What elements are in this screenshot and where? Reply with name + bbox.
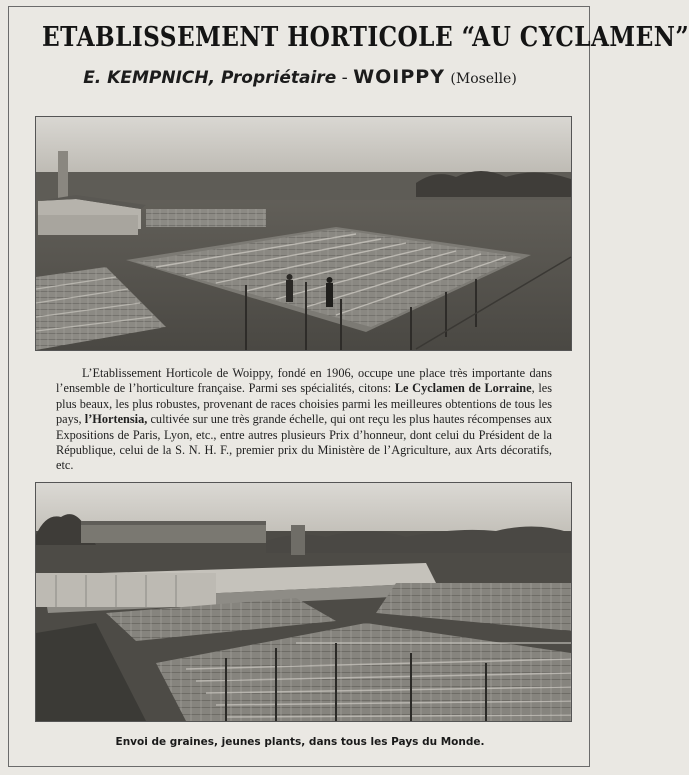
greenhouse-photo-bottom	[35, 482, 572, 722]
greenhouse-photo-top	[35, 116, 572, 351]
owner-name: E. KEMPNICH, Propriétaire	[83, 68, 337, 88]
paragraph-part-3: cultivée sur une très grande échelle, qui ont reçu les plus hautes récompenses aux Expositions de Paris, Lyon, etc., entre autres plusieurs Prix d’honneur, dont celui du Président de la République, celui de la S. N. H. F., premier prix du Ministère de l’Agriculture, aux Arts décoratifs, etc.	[56, 412, 552, 473]
subtitle-separator: -	[341, 68, 348, 88]
highlight-hortensia: l’Hortensia,	[84, 412, 148, 427]
paragraph-part-2: , les plus beaux, les plus robustes, provenant de races choisies parmi les meilleures obtentions de tous les pays,	[56, 381, 552, 427]
description-paragraph	[56, 366, 552, 474]
footer-note: Envoi de graines, jeunes plants, dans tous les Pays du Monde.	[115, 736, 485, 748]
highlight-cyclamen: Le Cyclamen de Lorraine	[394, 381, 532, 396]
page-title: ETABLISSEMENT HORTICOLE “AU CYCLAMEN”	[42, 22, 689, 53]
page-subtitle	[0, 66, 600, 88]
paragraph-part-1: L’Etablissement Horticole de Woippy, fondé en 1906, occupe une place très importante dans l’ensemble de l’horticulture française. Parmi ses spécialités, citons:	[56, 366, 552, 396]
region-name: (Moselle)	[450, 71, 517, 87]
city-name: WOIPPY	[353, 66, 445, 88]
